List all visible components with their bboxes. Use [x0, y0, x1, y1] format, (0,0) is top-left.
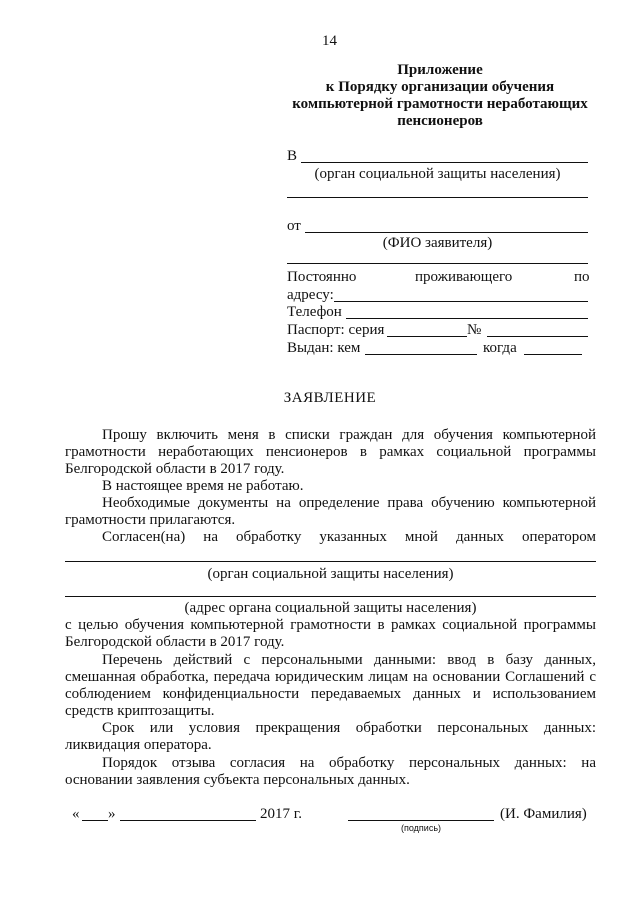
paragraph-line: Согласен(на) на обработку указанных мной данных оператором: [102, 529, 596, 545]
paragraph-line: Перечень действий с персональными данными: ввод в базу данных,: [102, 652, 596, 668]
to-caption: (орган социальной защиты населения): [314, 166, 561, 182]
paragraph-line: Белгородской области в 2017 году.: [65, 461, 285, 477]
issued-when-line: [524, 354, 582, 355]
from-field-line-2: [287, 263, 588, 264]
paragraph-line: ликвидация оператора.: [65, 737, 212, 753]
document-title: ЗАЯВЛЕНИЕ: [283, 390, 377, 406]
paragraph-line: соблюдением конфиденциальности передаваемых данных и использованием: [65, 686, 596, 702]
paragraph-line: Белгородской области в 2017 году.: [65, 634, 285, 650]
paragraph-line: Необходимые документы на определение права обучению компьютерной: [102, 495, 596, 511]
paragraph-line: средств криптозащиты.: [65, 703, 215, 719]
paragraph-line: с целью обучения компьютерной грамотности в рамках социальной программы: [65, 617, 596, 633]
paragraph-line: Срок или условия прекращения обработки персональных данных:: [102, 720, 596, 736]
paragraph-line: основании заявления субъекта персональных данных.: [65, 772, 410, 788]
from-prefix: от: [287, 218, 301, 234]
issued-by-line: [365, 354, 477, 355]
paragraph-line: В настоящее время не работаю.: [102, 478, 304, 494]
operator-address-line: [65, 596, 596, 597]
operator-address-caption: (адрес органа социальной защиты населения): [184, 600, 477, 616]
date-quote-open: «: [72, 806, 80, 822]
signature-caption: (подпись): [400, 823, 442, 833]
paragraph-line: смешанная обработка, передача юридическим лицам на основании Соглашений с: [65, 669, 596, 685]
date-quote-close: »: [108, 806, 116, 822]
residing-word-3: по: [574, 269, 590, 285]
date-month-line: [120, 820, 256, 821]
passport-series-line: [387, 336, 467, 337]
appendix-line: к Порядку организации обучения: [325, 79, 555, 95]
appendix-title: Приложение: [397, 62, 483, 78]
passport-number-line: [487, 336, 588, 337]
paragraph-line: Прошу включить меня в списки граждан для обучения компьютерной: [102, 427, 596, 443]
paragraph-line: грамотности неработающих пенсионеров в рамках социальной программы: [65, 444, 596, 460]
from-field-line: [305, 232, 588, 233]
operator-caption: (орган социальной защиты населения): [207, 566, 454, 582]
issued-by-label: Выдан: кем: [287, 340, 361, 356]
address-label: адресу:: [287, 287, 334, 303]
paragraph-line: грамотности прилагаются.: [65, 512, 236, 528]
paragraph-line: Порядок отзыва согласия на обработку персональных данных: на: [102, 755, 596, 771]
to-prefix: В: [287, 148, 298, 164]
signature-line: [348, 820, 494, 821]
operator-field-line: [65, 561, 596, 562]
date-day-line: [82, 820, 108, 821]
from-caption: (ФИО заявителя): [382, 235, 493, 251]
to-field-line: [301, 162, 588, 163]
issued-when-label: когда: [483, 340, 517, 356]
passport-series-label: Паспорт: серия: [287, 322, 385, 338]
signer-name: (И. Фамилия): [500, 806, 587, 822]
appendix-line: компьютерной грамотности неработающих: [292, 96, 588, 112]
phone-field-line: [346, 318, 588, 319]
residing-word-1: Постоянно: [287, 269, 357, 285]
passport-number-label: №: [467, 322, 482, 338]
address-field-line: [334, 301, 588, 302]
appendix-line: пенсионеров: [397, 113, 483, 129]
page-number: 14: [322, 33, 337, 49]
phone-label: Телефон: [287, 304, 342, 320]
date-year: 2017 г.: [260, 806, 302, 822]
to-field-line-2: [287, 197, 588, 198]
residing-word-2: проживающего: [415, 269, 513, 285]
